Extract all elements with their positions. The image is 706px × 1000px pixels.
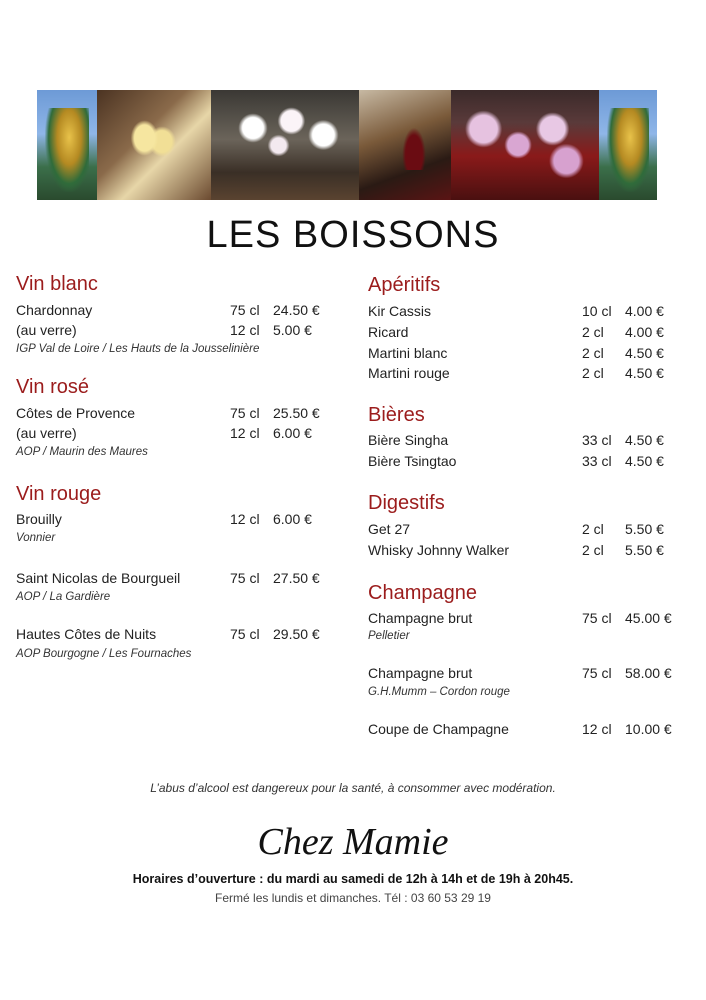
item-price: 6.00 € — [273, 511, 312, 527]
orchids-photo — [211, 90, 359, 200]
item-volume: 12 cl — [582, 721, 612, 737]
item-price: 58.00 € — [625, 665, 672, 681]
section-title-aperitifs: Apéritifs — [368, 274, 441, 296]
item-price: 4.50 € — [625, 453, 664, 469]
item-price: 4.50 € — [625, 365, 664, 381]
item-note: G.H.Mumm – Cordon rouge — [368, 686, 510, 698]
section-title-bieres: Bières — [368, 404, 425, 426]
item-volume: 10 cl — [582, 303, 612, 319]
section-title-vin-rose: Vin rosé — [16, 376, 90, 398]
dragon-statue-photo — [37, 90, 97, 200]
item-price: 4.50 € — [625, 432, 664, 448]
item-name: Get 27 — [368, 521, 411, 537]
red-wine-photo — [359, 90, 451, 200]
item-volume: 75 cl — [230, 570, 260, 586]
item-volume: 2 cl — [582, 365, 604, 381]
item-volume: 33 cl — [582, 432, 612, 448]
item-name: Martini blanc — [368, 345, 448, 361]
item-name: Saint Nicolas de Bourgueil — [16, 570, 181, 586]
item-volume: 33 cl — [582, 453, 612, 469]
section-title-champagne: Champagne — [368, 582, 477, 604]
section-title-vin-blanc: Vin blanc — [16, 273, 98, 295]
section-title-vin-rouge: Vin rouge — [16, 483, 102, 505]
item-note: IGP Val de Loire / Les Hauts de la Jousselinière — [16, 343, 260, 355]
item-volume: 2 cl — [582, 542, 604, 558]
item-name: Coupe de Champagne — [368, 721, 509, 737]
item-volume: 75 cl — [230, 626, 260, 642]
item-note: AOP / La Gardière — [16, 591, 111, 603]
item-name: Champagne brut — [368, 665, 473, 681]
item-name: Bière Tsingtao — [368, 453, 457, 469]
alcohol-warning: L’abus d’alcool est dangereux pour la santé, à consommer avec modération. — [150, 781, 556, 795]
item-note: Vonnier — [16, 532, 56, 544]
item-price: 45.00 € — [625, 610, 672, 626]
item-name: (au verre) — [16, 425, 77, 441]
item-price: 6.00 € — [273, 425, 312, 441]
item-volume: 75 cl — [582, 610, 612, 626]
item-name: (au verre) — [16, 322, 77, 338]
item-name: Whisky Johnny Walker — [368, 542, 510, 558]
champagne-glasses-photo — [97, 90, 211, 200]
closed-days-phone: Fermé les lundis et dimanches. Tél : 03 60 53 29 19 — [215, 891, 491, 905]
item-name: Chardonnay — [16, 302, 93, 318]
item-name: Kir Cassis — [368, 303, 432, 319]
item-price: 4.00 € — [625, 324, 664, 340]
item-price: 25.50 € — [273, 405, 320, 421]
item-name: Martini rouge — [368, 365, 450, 381]
item-name: Brouilly — [16, 511, 62, 527]
item-price: 24.50 € — [273, 302, 320, 318]
item-price: 4.00 € — [625, 303, 664, 319]
item-volume: 75 cl — [582, 665, 612, 681]
item-name: Hautes Côtes de Nuits — [16, 626, 157, 642]
page-title: LES BOISSONS — [206, 214, 500, 256]
item-note: AOP / Maurin des Maures — [16, 446, 148, 458]
pink-orchids-photo — [451, 90, 599, 200]
item-note: AOP Bourgogne / Les Fournaches — [16, 648, 192, 660]
item-volume: 12 cl — [230, 322, 260, 338]
item-volume: 75 cl — [230, 405, 260, 421]
item-volume: 12 cl — [230, 425, 260, 441]
section-title-digestifs: Digestifs — [368, 492, 445, 514]
item-name: Champagne brut — [368, 610, 473, 626]
item-volume: 75 cl — [230, 302, 260, 318]
item-name: Ricard — [368, 324, 409, 340]
item-volume: 2 cl — [582, 521, 604, 537]
item-price: 5.00 € — [273, 322, 312, 338]
item-volume: 12 cl — [230, 511, 260, 527]
item-price: 5.50 € — [625, 542, 664, 558]
restaurant-logo: Chez Mamie — [257, 821, 449, 863]
item-price: 10.00 € — [625, 721, 672, 737]
item-volume: 2 cl — [582, 345, 604, 361]
photo-banner — [37, 90, 657, 200]
item-price: 5.50 € — [625, 521, 664, 537]
item-price: 4.50 € — [625, 345, 664, 361]
dragon-statue-photo — [599, 90, 657, 200]
item-name: Côtes de Provence — [16, 405, 136, 421]
item-note: Pelletier — [368, 630, 410, 642]
item-name: Bière Singha — [368, 432, 449, 448]
opening-hours: Horaires d’ouverture : du mardi au samedi de 12h à 14h et de 19h à 20h45. — [132, 872, 574, 886]
item-price: 27.50 € — [273, 570, 320, 586]
item-price: 29.50 € — [273, 626, 320, 642]
item-volume: 2 cl — [582, 324, 604, 340]
